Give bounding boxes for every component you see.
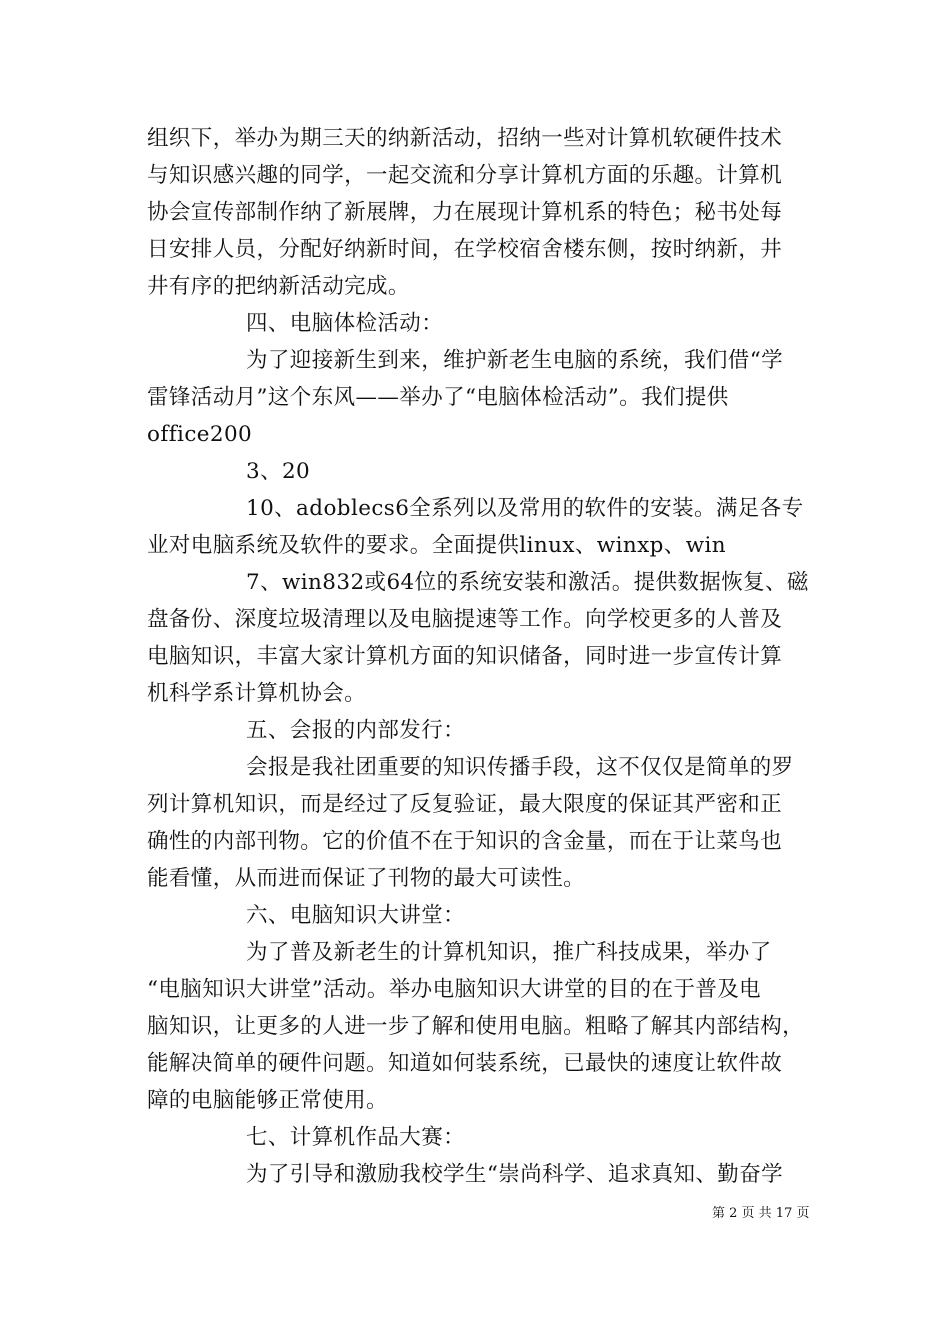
text-line: 10、adoblecs6全系列以及常用的软件的安装。满足各专 [246, 496, 804, 521]
text-line: 雷锋活动月”这个东风——举办了“电脑体检活动”。我们提供 [147, 385, 729, 410]
text-line: 协会宣传部制作纳了新展牌，力在展现计算机系的特色；秘书处每 [147, 200, 783, 225]
text-line: 机科学系计算机协会。 [147, 681, 367, 706]
text-line: 3、20 [246, 459, 311, 484]
text-line: office200 [147, 422, 253, 447]
page-number-footer: 第 2 页 共 17 页 [712, 1206, 810, 1221]
text-line: 脑知识，让更多的人进一步了解和使用电脑。粗略了解其内部结构， [147, 1014, 805, 1039]
text-line: 为了迎接新生到来，维护新老生电脑的系统，我们借“学 [246, 348, 783, 373]
text-line: 电脑知识，丰富大家计算机方面的知识储备，同时进一步宣传计算 [147, 644, 783, 669]
text-line: 为了引导和激励我校学生“崇尚科学、追求真知、勤奋学 [246, 1162, 783, 1187]
text-line: 会报是我社团重要的知识传播手段，这不仅仅是简单的罗 [246, 755, 794, 780]
text-line: 障的电脑能够正常使用。 [147, 1088, 388, 1113]
section-heading: 四、电脑体检活动： [246, 311, 444, 336]
text-line: 列计算机知识，而是经过了反复验证，最大限度的保证其严密和正 [147, 792, 783, 817]
section-heading: 七、计算机作品大赛： [246, 1125, 466, 1150]
text-line: 为了普及新老生的计算机知识，推广科技成果，举办了 [246, 940, 772, 965]
text-line: “电脑知识大讲堂”活动。举办电脑知识大讲堂的目的在于普及电 [147, 977, 762, 1002]
section-heading: 六、电脑知识大讲堂： [246, 903, 466, 928]
text-line: 井有序的把纳新活动完成。 [147, 274, 410, 299]
text-line: 能看懂，从而进而保证了刊物的最大可读性。 [147, 866, 586, 891]
section-heading: 五、会报的内部发行： [246, 718, 466, 743]
text-line: 盘备份、深度垃圾清理以及电脑提速等工作。向学校更多的人普及 [147, 607, 783, 632]
text-line: 能解决简单的硬件问题。知道如何装系统，已最快的速度让软件故 [147, 1051, 783, 1076]
text-line: 与知识感兴趣的同学，一起交流和分享计算机方面的乐趣。计算机 [147, 163, 783, 188]
text-line: 组织下，举办为期三天的纳新活动，招纳一些对计算机软硬件技术 [147, 126, 783, 151]
text-line: 7、win832或64位的系统安装和激活。提供数据恢复、磁 [246, 570, 809, 595]
text-line: 确性的内部刊物。它的价值不在于知识的含金量，而在于让菜鸟也 [147, 829, 783, 854]
text-line: 业对电脑系统及软件的要求。全面提供linux、winxp、win [147, 533, 727, 558]
text-line: 日安排人员，分配好纳新时间，在学校宿舍楼东侧，按时纳新，井 [147, 237, 783, 262]
